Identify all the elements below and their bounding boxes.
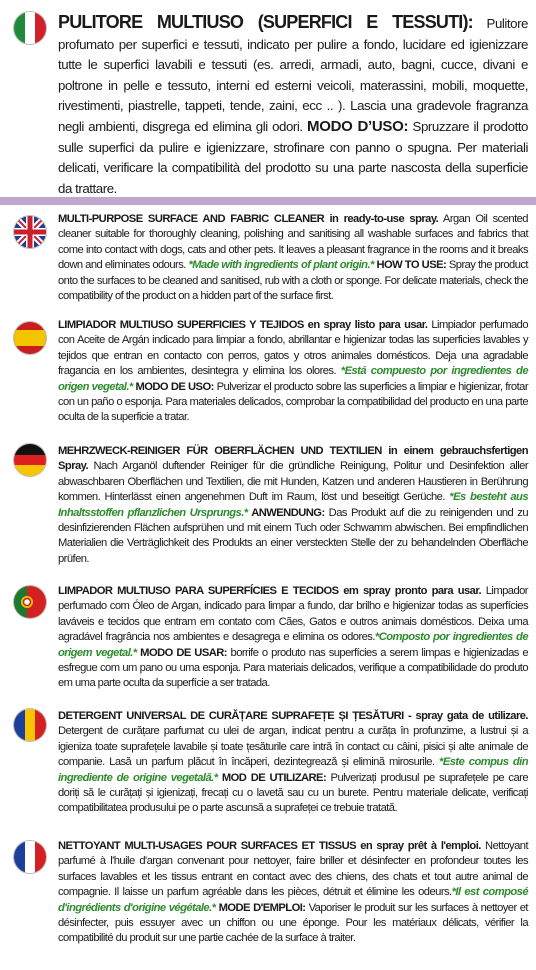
romanian-origin: *Este compus din ingrediente de origine vegetală.* [58,756,528,784]
english-body: Argan Oil scented cleaner suitable for thoroughly cleaning, polishing and sanitising all washable surfaces and fabrics that come into contact with dogs, cats and other pets. It leaves a pleasant fragrance in the rooms and it breaks down and eliminates odours. [58,213,528,272]
romania-flag-icon [14,709,46,741]
portuguese-origin: *Composto por ingredientes de origem vegetal.* [58,631,528,659]
german-usage: Das Produkt auf die zu reinigenden und zu desinfizierenden Flächen aufsprühen und mit einem Tuch oder Schwamm abwischen. Bei empfindlichen Materialien die Verträglichkeit des Produkts an einer versteckten Stelle der zu behandelnden Oberfläche prüfen. [58,506,528,565]
italian-usage-label: MODO D’USO: [307,117,409,135]
french-title: NETTOYANT MULTI-USAGES POUR SURFACES ET TISSUS en spray prêt à l'emploi. [58,840,481,852]
spanish-text [58,318,528,426]
romanian-title: DETERGENT UNIVERSAL DE CURĂȚARE SUPRAFEȚE ȘI ȚESĂTURI - spray gata de utilizare. [58,710,528,722]
french-usage-label: MODE D'EMPLOI: [215,901,306,914]
italian-title: PULITORE MULTIUSO (SUPERFICI E TESSUTI): [58,12,473,32]
italy-flag-icon [14,12,46,44]
portuguese-usage: borrife o produto nas superfícies a serem limpas e higienizadas e esfregue com um pano ou uma esponja. Para materiais delicados, verifique a compatibilidade do produto em uma parte oculta da superfície a ser tratada. [58,646,528,690]
spanish-usage: Pulverizar el producto sobre las superficies a limpiar e higienizar, frotar con un paño o esponja. Para materiales delicados, comprobar la compatibilidad del producto en una parte oculta de la superficie a tratar. [58,380,528,424]
italian-text [58,12,528,199]
france-flag-icon [14,841,46,873]
english-origin: *Made with ingredients of plant origin.* [188,259,374,272]
french-body: Nettoyant parfumé à l'huile d'argan convenant pour nettoyer, faire briller et désinfecter en profondeur toutes les surfaces lavables et les tissus entrant en contact avec des chiens, des chats et tout autre animal de compagnie. Il laisse un parfum agréable dans les pièces, détruit et élimine les odeurs. [58,840,528,899]
romanian-usage-label: MOD DE UTILIZARE: [217,771,327,784]
spanish-body: Limpiador perfumado con Aceite de Argán indicado para limpiar a fondo, abrillantar e higienizar todas las superficies lavables y tejidos que entran en contacto con perros, gatos y otros animales domésticos. Deja una agradable fragancia en los ambientes, desintegra y elimina los olores. [58,319,528,378]
italian-intro: Pulitore profumato per superfici e tessuti, indicato per pulire a fondo, lucidare ed igienizzare tutte le superfici lavabili e tessuti (es. arredi, armadi, auto, bagni, cucce, divani e poltrone in pelle e tessuto, interni ed esterni veicoli, materassini, mobili, moquette, rivestimenti, piastrelle, tappeti, tende, zaini, ecc .. ). Lascia una gradevole fragranza negli ambienti, disgrega ed elimina gli odori. [58,16,529,134]
german-title: MEHRZWECK-REINIGER FÜR OBERFLÄCHEN UND TEXTILIEN in einem gebrauchsfertigen Spray. [58,445,528,473]
german-origin: *Es besteht aus Inhaltsstoffen pflanzlichen Ursprungs.* [58,491,528,519]
spanish-usage-label: MODO DE USO: [132,380,214,393]
english-usage-label: HOW TO USE: [373,259,447,272]
uk-flag-icon [14,216,46,248]
romanian-text [58,709,528,817]
german-text [58,444,528,567]
english-title: MULTI-PURPOSE SURFACE AND FABRIC CLEANER in ready-to-use spray. [58,213,439,225]
german-usage-label: ANWENDUNG: [247,506,325,519]
german-body: Nach Arganöl duftender Reiniger für die gründliche Reinigung, Politur und Desinfektion aller abwaschbaren Oberflächen und Textilien, die mit Hunden, Katzen und anderen Haustieren in Berührung kommen. Hinterlässt einen angenehmen Duft im Raum, löst und beseitigt Gerüche. [58,460,528,504]
section-divider [0,197,536,205]
spanish-title: LIMPIADOR MULTIUSO SUPERFICIES Y TEJIDOS en spray listo para usar. [58,319,428,331]
romanian-body: Detergent de curățare parfumat cu ulei de argan, indicat pentru a curăța în profunzime, a lustrui și a igieniza toate suprafețele lavabile și toate țesăturile care intră în contact cu câini, pisici și alte animale de companie. Lasă un parfum plăcut în încăperi, dezintegrează și elimină mirosurile. [58,725,528,769]
english-text [58,212,528,304]
section-italian [0,0,536,197]
portuguese-title: LIMPADOR MULTIUSO PARA SUPERFÍCIES E TECIDOS em spray pronto para usar. [58,585,482,597]
french-origin: *Il est composé d'ingrédients d'origine végétale.* [58,886,529,914]
spain-flag-icon [14,322,46,354]
spanish-origin: *Está compuesto por ingredientes de origen vegetal.* [58,365,528,393]
portuguese-text [58,584,528,692]
italian-usage: Spruzzare il prodotto sulle superfici da pulire e igienizzare, strofinare con panno o spugna. Per materiali delicati, verificare la compatibilità del prodotto su una parte nascosta della superficie da trattare. [58,118,529,196]
portuguese-body: Limpador perfumado com Óleo de Argan, indicado para limpar a fundo, dar brilho e higienizar todas as superfícies laváveis e tecidos que entram em contato com Cães, Gatos e outros animais domésticos. Deixa uma agradável fragrância nos ambientes e desagrega e elimina os odores. [58,585,528,644]
french-usage: Vaporiser le produit sur les surfaces à nettoyer et désinfecter, puis essuyer avec un chiffon ou une éponge. Pour les matériaux délicats, vérifier la compatibilité du produit sur une partie cachée de la surface à traiter. [58,901,528,945]
french-text [58,839,528,947]
germany-flag-icon [14,444,46,476]
portugal-flag-icon [14,586,46,618]
romanian-usage: Pulverizați produsul pe suprafețele pe care doriți să le curățați și igienizați, frecați cu o lavetă sau cu un burete. Pentru materiale delicate, verificați compatibilitatea produsului pe o parte ascunsă a suprafeței ce trebuie tratată. [58,771,528,815]
portuguese-usage-label: MODO DE USAR: [136,646,227,659]
english-usage: Spray the product onto the surfaces to be cleaned and sanitised, rub with a cloth or sponge. For delicate materials, check the compatibility of the product on a hidden part of the surface first. [58,259,528,303]
